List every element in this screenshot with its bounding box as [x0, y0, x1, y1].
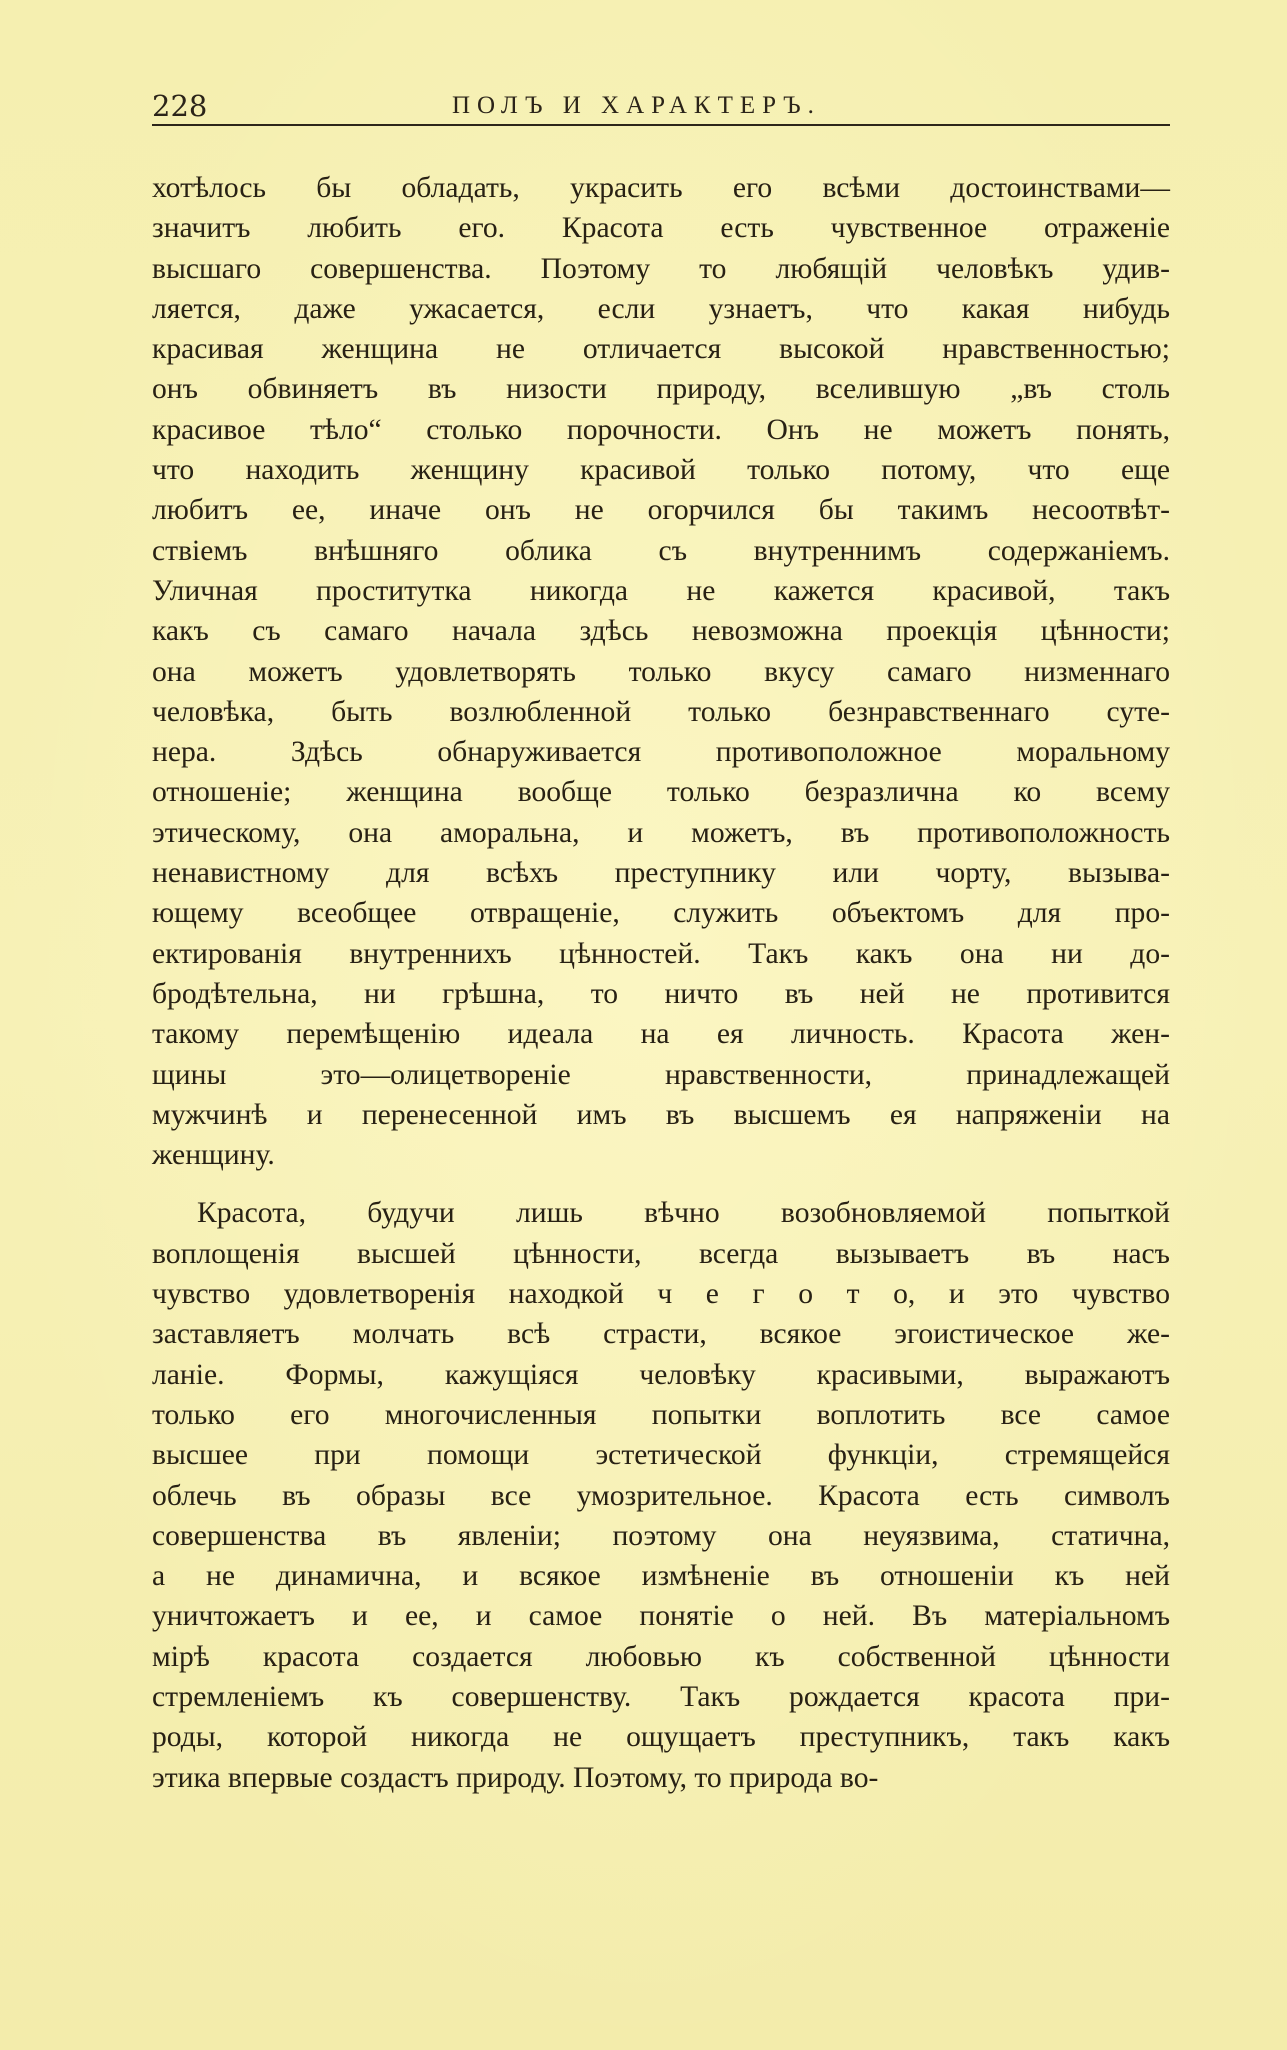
text-line: нера. Здѣсь обнаруживается противоположное моральному [152, 736, 1170, 769]
text-line: уничтожаетъ и ее, и самое понятіе о ней. Въ матеріальномъ [152, 1600, 1170, 1633]
text-line: а не динамична, и всякое измѣненіе въ отношеніи къ ней [152, 1560, 1170, 1593]
text-line: стремленіемъ къ совершенству. Такъ рождается красота при- [152, 1680, 1170, 1713]
body-text [152, 168, 1170, 1798]
paragraph-1 [152, 168, 1170, 1175]
text-line: онъ обвиняетъ въ низости природу, вселившую „въ столь [152, 373, 1170, 406]
text-line: совершенства въ явленіи; поэтому она неуязвима, статична, [152, 1519, 1170, 1552]
page-number: 228 [152, 89, 208, 123]
text-line: щины это—олицетвореніе нравственности, принадлежащей [152, 1058, 1170, 1091]
header-rule [152, 124, 1170, 126]
text-line: ствіемъ внѣшняго облика съ внутреннимъ содержаніемъ. [152, 534, 1170, 567]
text-line: ляется, даже ужасается, если узнаетъ, что какая нибудь [152, 292, 1170, 325]
paragraph-2 [152, 1193, 1170, 1797]
text-line: хотѣлось бы обладать, украсить его всѣми достоинствами— [152, 172, 1170, 204]
text-line: мужчинѣ и перенесенной имъ въ высшемъ ея напряженіи на [152, 1098, 1170, 1131]
text-line: ющему всеобщее отвращеніе, служить объектомъ для про- [152, 897, 1170, 930]
text-line: этическому, она аморальна, и можетъ, въ противоположность [152, 816, 1170, 849]
text-line: отношеніе; женщина вообще только безразлична ко всему [152, 776, 1170, 809]
text-line: красивое тѣло“ столько порочности. Онъ не можетъ понять, [152, 413, 1170, 446]
text-line: роды, которой никогда не ощущаетъ преступникъ, такъ какъ [152, 1721, 1170, 1754]
text-line: ненавистному для всѣхъ преступнику или чорту, вызыва- [152, 857, 1170, 890]
text-line: красивая женщина не отличается высокой нравственностью; [152, 333, 1170, 366]
text-line: только его многочисленныя попытки воплотить все самое [152, 1398, 1170, 1431]
text-line: Уличная проститутка никогда не кажется красивой, такъ [152, 574, 1170, 607]
text-line: Красота, будучи лишь вѣчно возобновляемой попыткой [197, 1197, 1170, 1230]
text-line: что находить женщину красивой только потому, что еще [152, 454, 1170, 487]
text-line: какъ съ самаго начала здѣсь невозможна проекція цѣнности; [152, 615, 1170, 648]
text-line: чувство удовлетворенія находкой ч е г о т о, и это чувство [152, 1278, 1170, 1311]
text-line: ектированія внутреннихъ цѣнностей. Такъ какъ она ни до- [152, 937, 1170, 970]
text-line: этика впервые создастъ природу. Поэтому, то природа во- [152, 1761, 879, 1794]
text-line: такому перемѣщенію идеала на ея личность. Красота жен- [152, 1018, 1170, 1051]
text-line: облечь въ образы все умозрительное. Красота есть символъ [152, 1479, 1170, 1512]
text-line: значитъ любить его. Красота есть чувственное отраженіе [152, 212, 1170, 245]
text-line: ланіе. Формы, кажущіяся человѣку красивыми, выражаютъ [152, 1358, 1170, 1391]
text-line: человѣка, быть возлюбленной только безнравственнаго суте- [152, 695, 1170, 728]
text-line: высшаго совершенства. Поэтому то любящій человѣкъ удив- [152, 252, 1170, 285]
running-head: ПОЛЪ И ХАРАКТЕРЪ. [452, 92, 821, 119]
text-line: воплощенія высшей цѣнности, всегда вызываетъ въ насъ [152, 1237, 1170, 1270]
page-header [152, 88, 1170, 124]
text-line: высшее при помощи эстетической функціи, стремящейся [152, 1439, 1170, 1472]
text-line: женщину. [152, 1139, 275, 1172]
text-line: заставляетъ молчать всѣ страсти, всякое эгоистическое же- [152, 1318, 1170, 1351]
text-line: она можетъ удовлетворять только вкусу самаго низменнаго [152, 655, 1170, 688]
text-line: мірѣ красота создается любовью къ собственной цѣнности [152, 1640, 1170, 1673]
text-line: бродѣтельна, ни грѣшна, то ничто въ ней не противится [152, 977, 1170, 1010]
text-line: любитъ ее, иначе онъ не огорчился бы такимъ несоотвѣт- [152, 494, 1170, 527]
